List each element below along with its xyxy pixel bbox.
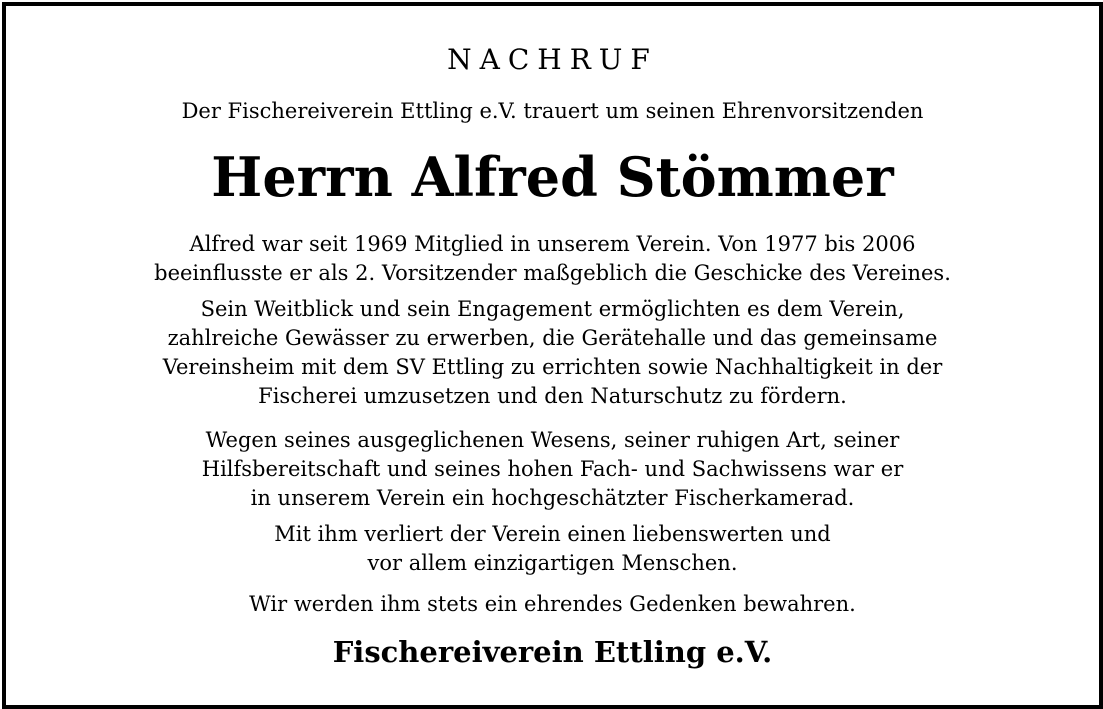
text-line: Alfred war seit 1969 Mitglied in unserem Verein. Von 1977 bis 2006 [189, 232, 916, 256]
paragraph-membership [46, 230, 1059, 288]
text-line: Vereinsheim mit dem SV Ettling zu errichten sowie Nachhaltigkeit in der [162, 355, 943, 379]
text-line: zahlreiche Gewässer zu erwerben, die Gerätehalle und das gemeinsame [167, 326, 938, 350]
obituary-content [6, 6, 1099, 705]
text-line: Hilfsbereitschaft und seines hohen Fach- und Sachwissens war er [201, 457, 904, 481]
text-line: beeinflusste er als 2. Vorsitzender maßgeblich die Geschicke des Vereines. [154, 261, 951, 285]
text-line: Wir werden ihm stets ein ehrendes Gedenken bewahren. [249, 592, 856, 616]
signature: Fischereiverein Ettling e.V. [332, 635, 773, 669]
paragraph-remembrance [46, 590, 1059, 619]
text-line: Fischerei umzusetzen und den Naturschutz zu fördern. [258, 384, 847, 408]
paragraph-character [46, 426, 1059, 513]
paragraph-loss [46, 520, 1059, 578]
obituary-notice-frame [2, 2, 1103, 709]
text-line: Mit ihm verliert der Verein einen liebenswerten und [274, 522, 831, 546]
paragraph-achievements [46, 295, 1059, 411]
text-line: vor allem einzigartigen Menschen. [367, 551, 738, 575]
deceased-name: Herrn Alfred Stömmer [211, 145, 894, 209]
text-line: in unserem Verein ein hochgeschätzter Fischerkamerad. [250, 486, 855, 510]
notice-heading: NACHRUF [447, 43, 658, 76]
text-line: Wegen seines ausgeglichenen Wesens, seiner ruhigen Art, seiner [205, 428, 900, 452]
intro-line: Der Fischereiverein Ettling e.V. trauert um seinen Ehrenvorsitzenden [181, 99, 924, 123]
text-line: Sein Weitblick und sein Engagement ermöglichten es dem Verein, [200, 297, 905, 321]
